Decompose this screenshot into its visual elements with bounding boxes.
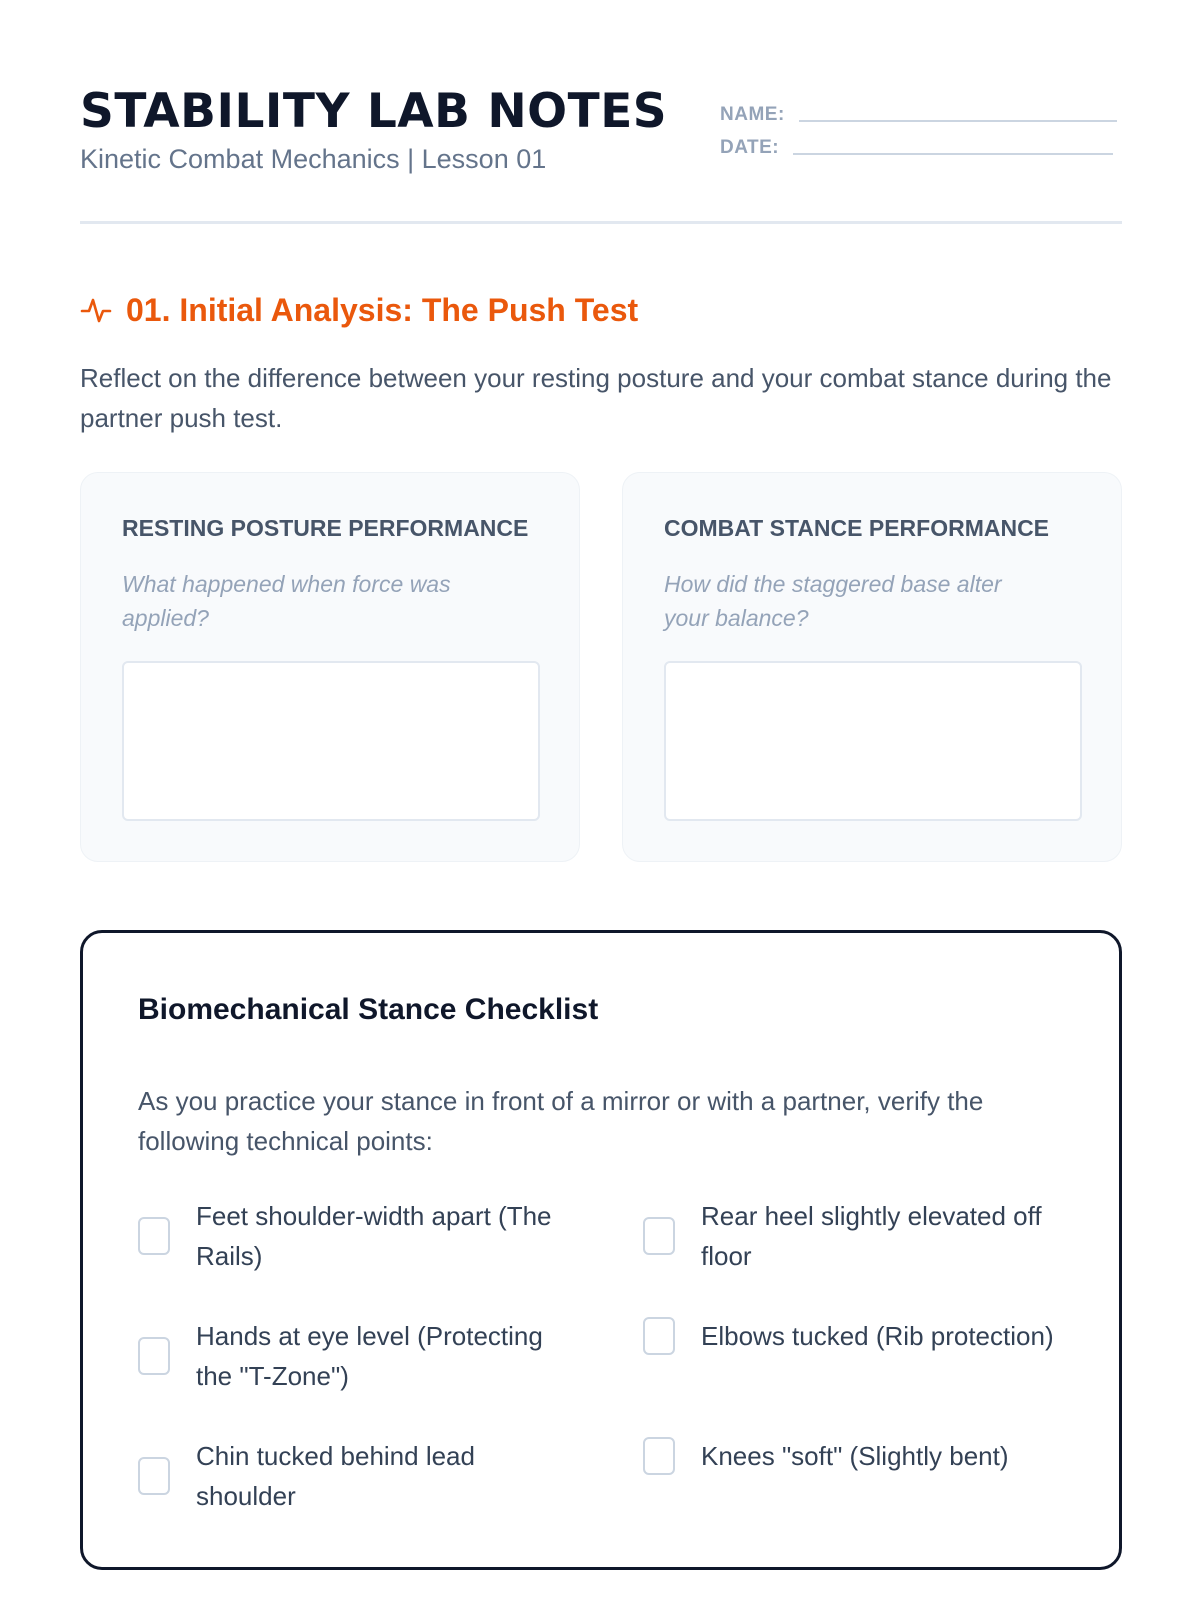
- checkbox[interactable]: [643, 1217, 675, 1255]
- checklist-intro: As you practice your stance in front of a mirror or with a partner, verify the following technical points:: [138, 1086, 984, 1156]
- page-title: STABILITY LAB NOTES: [80, 84, 668, 139]
- checkbox[interactable]: [643, 1437, 675, 1475]
- worksheet-page: [80, 0, 1122, 1600]
- page-subtitle: Kinetic Combat Mechanics | Lesson 01: [80, 144, 547, 174]
- section-title: 01. Initial Analysis: The Push Test: [126, 291, 639, 328]
- pulse-icon: [80, 294, 112, 326]
- resting-posture-answer-box[interactable]: [122, 661, 540, 821]
- checklist-item-label: Knees "soft" (Slightly bent): [701, 1441, 1009, 1471]
- checklist-item[interactable]: [138, 1316, 578, 1396]
- card-prompt: What happened when force was applied?: [122, 571, 451, 631]
- card-title: RESTING POSTURE PERFORMANCE: [122, 515, 529, 541]
- section-intro: Reflect on the difference between your resting posture and your combat stance during the partner push test.: [80, 363, 1112, 433]
- checkbox[interactable]: [643, 1317, 675, 1355]
- date-field[interactable]: [720, 129, 1113, 159]
- resting-posture-card: [80, 472, 580, 862]
- checklist-item-label: Hands at eye level (Protecting the "T-Zone"): [196, 1321, 543, 1391]
- checklist-item-label: Chin tucked behind lead shoulder: [196, 1441, 475, 1511]
- date-input-line[interactable]: [793, 153, 1113, 155]
- checkbox[interactable]: [138, 1337, 170, 1375]
- checklist-item[interactable]: [643, 1436, 1083, 1476]
- checkbox[interactable]: [138, 1217, 170, 1255]
- checklist-item-label: Elbows tucked (Rib protection): [701, 1321, 1054, 1351]
- page-header: [80, 80, 1122, 224]
- name-field[interactable]: [720, 96, 1117, 126]
- checkbox[interactable]: [138, 1457, 170, 1495]
- checklist-item-label: Rear heel slightly elevated off floor: [701, 1201, 1042, 1271]
- combat-stance-card: [622, 472, 1122, 862]
- checklist-item[interactable]: [643, 1196, 1083, 1276]
- card-title: COMBAT STANCE PERFORMANCE: [664, 515, 1050, 541]
- checklist-item[interactable]: [643, 1316, 1083, 1356]
- stance-checklist: [80, 930, 1122, 1570]
- checklist-title: Biomechanical Stance Checklist: [138, 993, 599, 1026]
- checklist-item[interactable]: [138, 1196, 578, 1276]
- name-label: NAME:: [720, 104, 785, 125]
- combat-stance-answer-box[interactable]: [664, 661, 1082, 821]
- name-input-line[interactable]: [799, 120, 1117, 122]
- section-heading: [80, 290, 638, 330]
- card-prompt: How did the staggered base alter your balance?: [664, 571, 1002, 631]
- checklist-item-label: Feet shoulder-width apart (The Rails): [196, 1201, 552, 1271]
- date-label: DATE:: [720, 137, 780, 158]
- checklist-item[interactable]: [138, 1436, 578, 1516]
